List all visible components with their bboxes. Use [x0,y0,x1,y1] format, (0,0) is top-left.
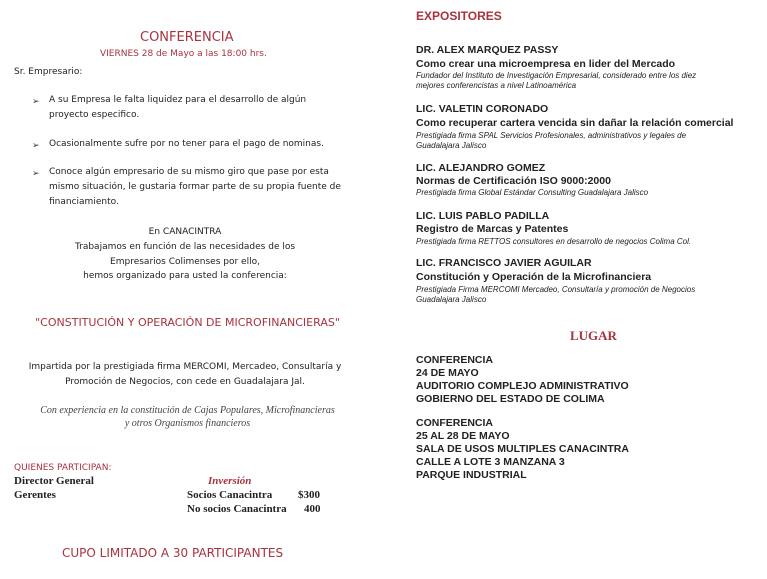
speaker-topic: Como crear una microempresa en lider del Mercado [416,58,676,70]
participants-heading: QUIENES PARTICIPAN: [14,463,112,473]
speaker-desc: Prestigiada Firma MERCOMI Mercadeo, Consultaría y promoción de Negocios [416,285,696,294]
cupo-limitado: CUPO LIMITADO A 30 PARTICIPANTES [62,546,284,560]
investment-label: No socios Canacintra [187,503,287,515]
investment-heading: Inversión [208,475,252,487]
bullet-text: proyecto especifico. [49,110,140,120]
venue-line: PARQUE INDUSTRIAL [416,469,527,481]
venue-line: CALLE A LOTE 3 MANZANA 3 [416,456,565,468]
investment-price: $300 [298,489,320,501]
venue-line: GOBIERNO DEL ESTADO DE COLIMA [416,393,605,405]
speaker-topic: Registro de Marcas y Patentes [416,223,569,235]
venue-line: SALA DE USOS MULTIPLES CANACINTRA [416,443,629,455]
speaker-desc: Fundador del Instituto de Investigación Empresarial, considerado entre los diez [416,71,697,80]
salutation: Sr. Empresario: [14,67,83,77]
participant-item: Director General [14,475,94,487]
speaker-name: LIC. LUIS PABLO PADILLA [416,210,550,222]
bullet-text: Conoce algún empresario de su mismo giro que pase por esta [49,167,329,177]
imparted-line: Impartida por la prestigiada firma MERCOMI, Mercadeo, Consultaría y [28,362,342,372]
imparted-line: Promoción de Negocios, con cede en Guadalajara Jal. [65,377,305,387]
bullet-text: Ocasionalmente sufre por no tener para el pago de nominas. [49,139,324,149]
intro-line: En CANACINTRA [148,227,222,237]
speaker-desc: Guadalajara Jalisco [416,141,487,150]
speaker-desc: Prestigiada firma RETTOS consultores en desarrollo de negocios Colima Col. [416,237,692,246]
speaker-desc: mejores conferencistas a nivel Latinoamérica [416,81,577,90]
bullet-text: A su Empresa le falta liquidez para el desarrollo de algún [49,95,307,105]
investment-price: 400 [304,503,321,515]
speaker-desc: Guadalajara Jalisco [416,295,487,304]
speaker-name: LIC. VALETIN CORONADO [416,103,549,115]
arrow-bullet-icon: ➢ [32,96,40,106]
speaker-topic: Normas de Certificación ISO 9000:2000 [416,175,611,187]
participant-item: Gerentes [14,489,56,501]
speaker-topic: Como recuperar cartera vencida sin dañar la relación comercial [416,117,734,129]
venue-line: CONFERENCIA [416,354,494,366]
speaker-name: LIC. FRANCISCO JAVIER AGUILAR [416,257,592,269]
experience-line: y otros Organismos financieros [124,418,251,429]
speaker-name: LIC. ALEJANDRO GOMEZ [416,162,546,174]
venue-line: 25 AL 28 DE MAYO [416,430,510,442]
venue-line: CONFERENCIA [416,417,494,429]
speaker-desc: Prestigiada firma SPAL Servicios Profesionales, administrativos y legales de [416,131,687,140]
lugar-heading: LUGAR [570,328,617,343]
venue-line: AUDITORIO COMPLEJO ADMINISTRATIVO [416,380,629,392]
arrow-bullet-icon: ➢ [32,168,40,178]
venue-line: 24 DE MAYO [416,367,479,379]
expositores-heading: EXPOSITORES [416,9,502,23]
speaker-name: DR. ALEX MARQUEZ PASSY [416,44,559,56]
bullet-text: financiamiento. [49,197,119,207]
bullet-text: mismo situación, le gustaria formar parte de su propia fuente de [49,182,341,192]
conference-name: "CONSTITUCIÓN Y OPERACIÓN DE MICROFINANCIERAS" [35,316,340,329]
intro-line: hemos organizado para usted la conferencia: [83,271,287,281]
intro-line: Empresarios Colimenses por ello, [110,257,260,267]
intro-line: Trabajamos en función de las necesidades de los [74,242,296,252]
investment-label: Socios Canacintra [187,489,273,501]
speaker-topic: Constitución y Operación de la Microfinanciera [416,271,652,283]
experience-line: Con experiencia en la constitución de Cajas Populares, Microfinancieras [40,405,335,416]
conference-title: CONFERENCIA [140,30,234,45]
speaker-desc: Prestigiada firma Global Estándar Consulting Guadalajara Jalisco [416,188,649,197]
conference-date: VIERNES 28 de Mayo a las 18:00 hrs. [100,49,267,59]
arrow-bullet-icon: ➢ [32,140,40,150]
